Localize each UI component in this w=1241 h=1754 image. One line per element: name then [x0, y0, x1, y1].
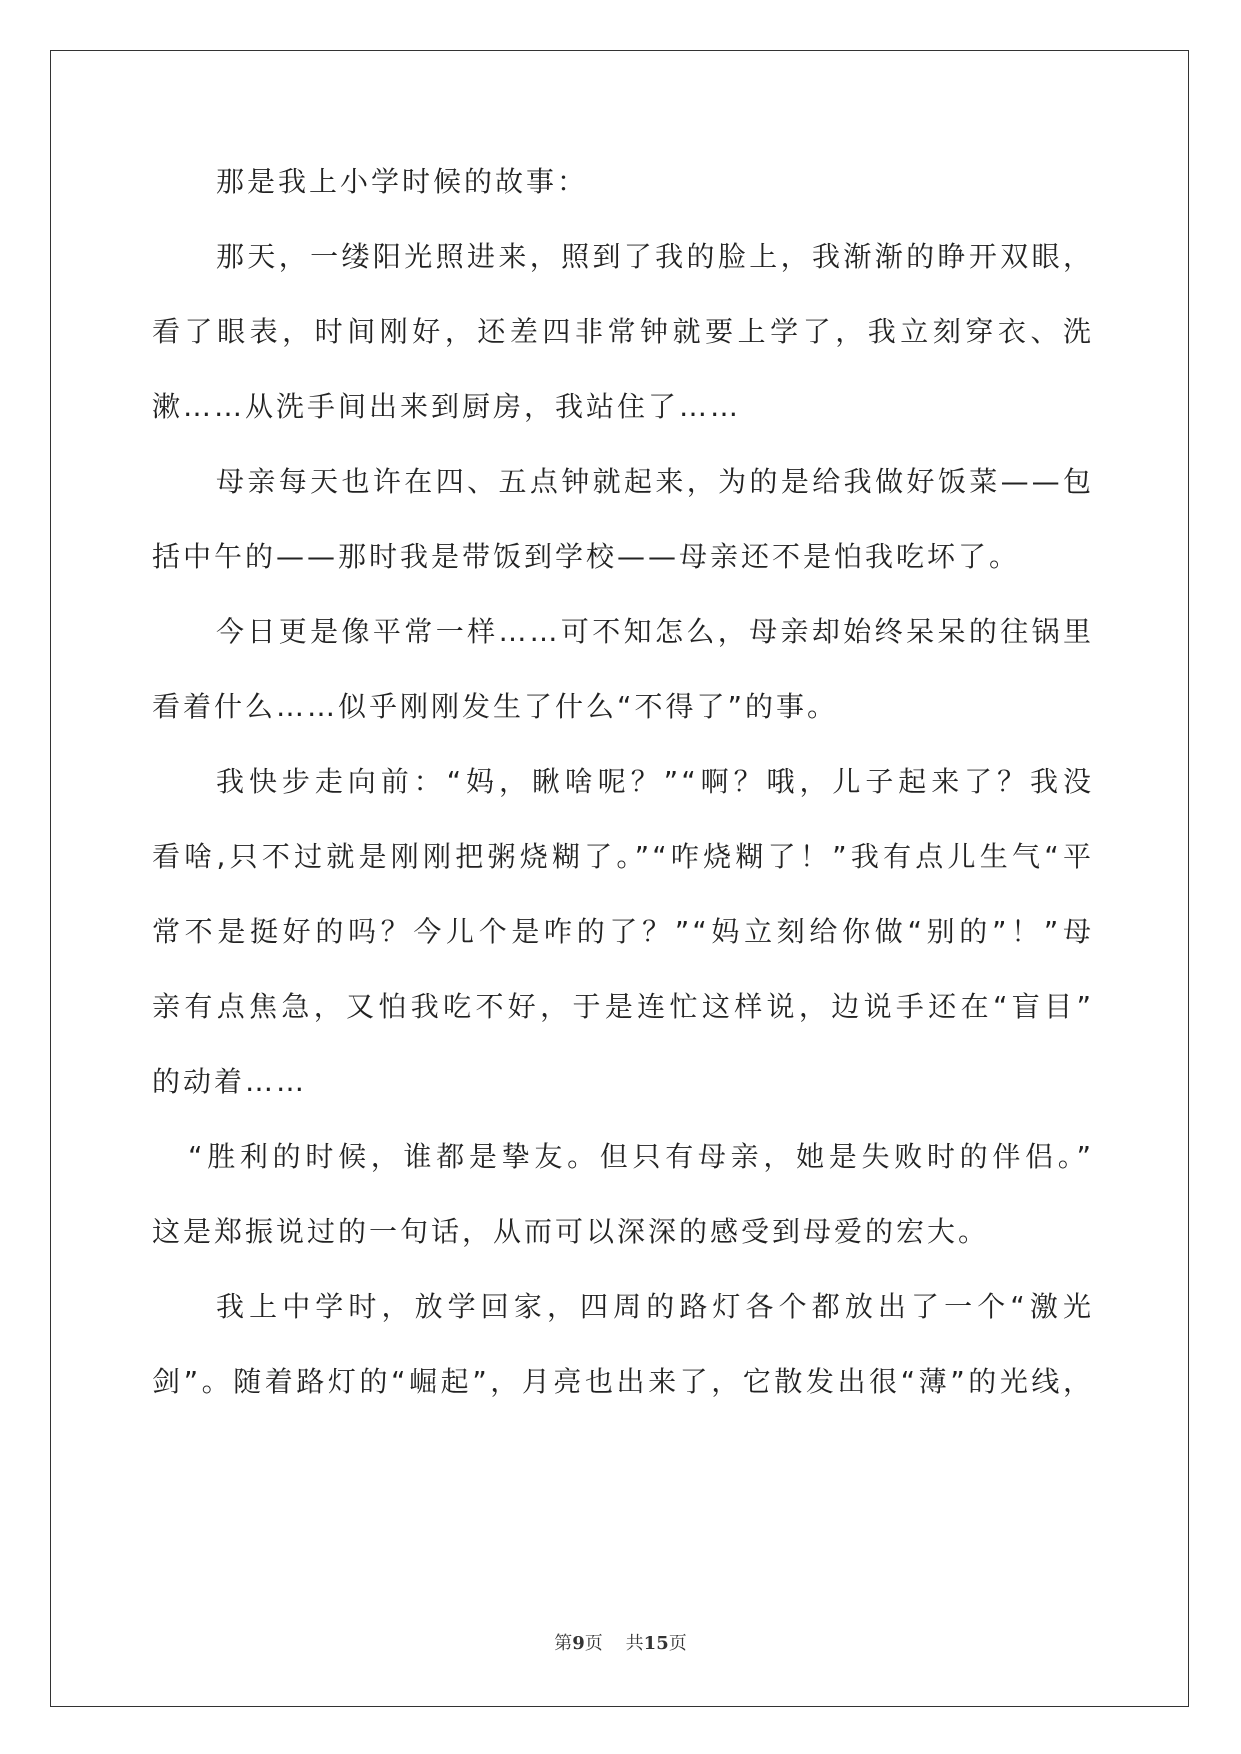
paragraph-line: 括中午的——那时我是带饭到学校——母亲还不是怕我吃坏了。	[152, 540, 1021, 573]
paragraph-line: 常不是挺好的吗？今儿个是咋的了？”“妈立刻给你做“别的”！”母	[152, 915, 1094, 948]
paragraph-line: 漱……从洗手间出来到厨房，我站住了……	[152, 390, 742, 423]
quote-line: “胜利的时候，谁都是挚友。但只有母亲，她是失败时的伴侣。”	[188, 1140, 1094, 1173]
total-pages: 15	[643, 1633, 669, 1654]
paragraph-line: 剑”。随着路灯的“崛起”，月亮也出来了，它散发出很“薄”的光线，	[152, 1365, 1094, 1398]
page-prefix: 第	[554, 1633, 573, 1654]
page-number: 9	[572, 1633, 585, 1654]
paragraph-line: 今日更是像平常一样……可不知怎么，母亲却始终呆呆的往锅里	[216, 615, 1094, 648]
paragraph-line: 的动着……	[152, 1065, 308, 1098]
paragraph-line: 这是郑振说过的一句话，从而可以深深的感受到母爱的宏大。	[152, 1215, 990, 1248]
page-suffix: 页	[584, 1633, 603, 1654]
paragraph-line: 那天，一缕阳光照进来，照到了我的脸上，我渐渐的睁开双眼，	[216, 240, 1094, 273]
page-footer	[0, 1629, 1241, 1655]
paragraph-line: 看啥,只不过就是刚刚把粥烧糊了。”“咋烧糊了！”我有点儿生气“平	[152, 840, 1094, 873]
paragraph-line: 我上中学时，放学回家，四周的路灯各个都放出了一个“激光	[216, 1290, 1094, 1323]
paragraph-line: 亲有点焦急，又怕我吃不好，于是连忙这样说，边说手还在“盲目”	[152, 990, 1094, 1023]
paragraph-line: 我快步走向前：“妈，瞅啥呢？”“啊？哦，儿子起来了？我没	[216, 765, 1094, 798]
total-prefix: 共	[625, 1633, 644, 1654]
paragraph-line: 那是我上小学时候的故事：	[216, 165, 589, 198]
paragraph-line: 看着什么……似乎刚刚发生了什么“不得了”的事。	[152, 690, 839, 723]
total-suffix: 页	[668, 1633, 687, 1654]
paragraph-line: 看了眼表，时间刚好，还差四非常钟就要上学了，我立刻穿衣、洗	[152, 315, 1094, 348]
paragraph-line: 母亲每天也许在四、五点钟就起来，为的是给我做好饭菜——包	[216, 465, 1094, 498]
